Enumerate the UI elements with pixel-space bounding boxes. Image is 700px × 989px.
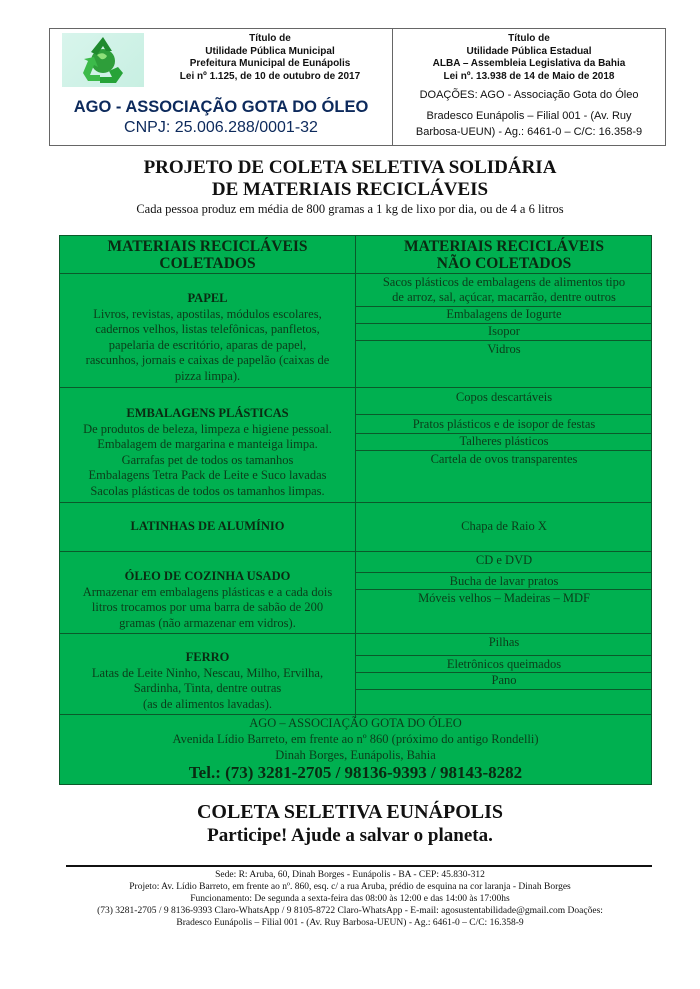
item-line: Garrafas pet de todos os tamanhos — [121, 452, 294, 467]
item-line: Sardinha, Tinta, dentre outras — [133, 681, 282, 695]
row-divider — [60, 633, 355, 634]
row-divider — [356, 589, 651, 590]
item-line: rascunhos, jornais e caixas de papelão (caixas de — [85, 353, 330, 367]
item-line: Sacolas plásticas de todos os tamanhos limpas. — [90, 483, 325, 498]
header-box — [49, 28, 666, 146]
item-line: gramas (não armazenar em vidros). — [119, 615, 296, 630]
header-line: MATERIAIS RECICLÁVEIS — [404, 238, 604, 255]
contact-address: Avenida Lídio Barreto, em frente ao nº 860 (próximo do antigo Rondelli) — [172, 732, 539, 746]
footer-line: (73) 3281-2705 / 9 8136-9393 Claro-WhatsApp / 9 8105-8722 Claro-WhatsApp - E-mail: agosustentabilidade@gmail.com Doações: — [97, 906, 603, 916]
header-line: NÃO COLETADOS — [436, 255, 572, 272]
bank-line: Bradesco Eunápolis – Filial 001 - (Av. Ruy — [426, 110, 632, 122]
not-collected-item: Talheres plásticos — [459, 434, 549, 448]
contact-name: AGO – ASSOCIAÇÃO GOTA DO ÓLEO — [249, 716, 462, 730]
contact-block — [60, 716, 651, 783]
contact-city: Dinah Borges, Eunápolis, Bahia — [275, 748, 436, 762]
slogan-title: COLETA SELETIVA EUNÁPOLIS — [196, 801, 504, 823]
collected-item-ferro — [60, 650, 355, 712]
recycle-globe-icon — [62, 33, 144, 87]
not-collected-item — [356, 275, 652, 305]
not-collected-item: Embalagens de Iogurte — [446, 307, 562, 321]
item-line: papelaria de escritório, aparas de papel, — [108, 337, 307, 352]
law-line: Título de — [249, 33, 291, 44]
law-line: Lei nº. 13.938 de 14 de Maio de 2018 — [443, 70, 615, 82]
header-line: MATERIAIS RECICLÁVEIS — [107, 238, 308, 255]
not-collected-item: CD e DVD — [475, 553, 533, 567]
item-line: litros trocamos por uma barra de sabão de 200 — [91, 600, 324, 614]
row-divider — [356, 633, 651, 634]
not-collected-item: Bucha de lavar pratos — [449, 574, 559, 588]
footer-line: Bradesco Eunápolis – Filial 001 - (Av. Ruy Barbosa-UEUN) - Ag.: 6461-0 – C/C: 16.358-9 — [176, 918, 524, 928]
not-collected-item: Pratos plásticos e de isopor de festas — [412, 417, 596, 431]
item-line: Livros, revistas, apostilas, módulos escolares, — [93, 306, 322, 321]
footer-line: Sede: R: Aruba, 60, Dinah Borges - Eunápolis - BA - CEP: 45.830-312 — [215, 870, 485, 880]
row-divider — [356, 572, 651, 573]
law-line: Lei nº 1.125, de 10 de outubro de 2017 — [179, 70, 361, 82]
not-collected-item: Isopor — [488, 324, 520, 338]
item-line: pizza limpa). — [174, 368, 241, 383]
footer-line: Funcionamento: De segunda a sexta-feira das 08:00 às 12:00 e das 14:00 às 17:00hs — [190, 894, 510, 904]
collected-item-latinhas: LATINHAS DE ALUMÍNIO — [130, 519, 285, 533]
contact-phones: Tel.: (73) 3281-2705 / 98136-9393 / 98143-8282 — [188, 763, 523, 782]
not-collected-item: Cartela de ovos transparentes — [430, 452, 578, 466]
not-collected-item: Pano — [491, 673, 517, 687]
not-collected-item: Copos descartáveis — [455, 390, 553, 404]
association-name: AGO - ASSOCIAÇÃO GOTA DO ÓLEO — [73, 98, 369, 116]
row-divider — [356, 414, 651, 415]
donations-text: DOAÇÕES: AGO - Associação Gota do Óleo — [419, 89, 639, 101]
footer-line: Projeto: Av. Lídio Barreto, em frente ao nº. 860, esq. c/ a rua Aruba, prédio de esquina na cor laranja - Dinah Borges — [129, 882, 571, 892]
category-title: PAPEL — [187, 291, 228, 305]
category-title: EMBALAGENS PLÁSTICAS — [126, 406, 289, 420]
row-divider — [356, 450, 651, 451]
title-line: PROJETO DE COLETA SELETIVA SOLIDÁRIA — [143, 157, 557, 178]
footer-divider — [66, 865, 652, 867]
item-line: cadernos velhos, listas telefônicas, panfletos, — [95, 322, 320, 336]
state-title-text — [393, 33, 665, 83]
item-line: Sacos plásticos de embalagens de alimentos tipo — [382, 275, 626, 289]
law-line: Utilidade Pública Municipal — [205, 45, 335, 57]
bank-line: Barbosa-UEUN) - Ag.: 6461-0 – C/C: 16.358-9 — [415, 126, 643, 138]
row-divider — [60, 502, 651, 503]
title-line: DE MATERIAIS RECICLÁVEIS — [211, 179, 489, 200]
header-collected — [60, 238, 355, 272]
not-collected-item: Chapa de Raio X — [461, 519, 547, 533]
footer — [0, 869, 700, 929]
item-line: de arroz, sal, açúcar, macarrão, dentre outros — [392, 290, 616, 304]
not-collected-item: Móveis velhos – Madeiras – MDF — [418, 591, 590, 605]
not-collected-item: Eletrônicos queimados — [446, 657, 562, 671]
item-line: (as de alimentos lavadas). — [142, 696, 273, 711]
not-collected-item: Vidros — [487, 342, 521, 356]
row-divider — [356, 340, 651, 341]
slogan-subtitle: Participe! Ajude a salvar o planeta. — [207, 825, 493, 846]
category-title: ÓLEO DE COZINHA USADO — [124, 569, 291, 583]
row-divider — [60, 714, 651, 715]
row-divider — [356, 655, 651, 656]
header-left-panel — [50, 29, 393, 145]
row-divider — [60, 273, 651, 274]
row-divider — [356, 689, 651, 690]
law-line: Título de — [508, 33, 550, 44]
row-divider — [60, 387, 355, 388]
law-line: ALBA – Assembleia Legislativa da Bahia — [432, 58, 626, 69]
materials-table — [59, 235, 652, 785]
collected-item-papel — [60, 291, 355, 384]
item-line: Armazenar em embalagens plásticas e a cada dois — [82, 584, 333, 599]
item-line: De produtos de beleza, limpeza e higiene pessoal. — [83, 421, 332, 436]
law-line: Prefeitura Municipal de Eunápolis — [189, 58, 351, 69]
item-line: Embalagens Tetra Pack de Leite e Suco lavadas — [88, 468, 327, 482]
collected-item-embalagens-plasticas — [60, 406, 355, 499]
municipal-title-text — [152, 33, 388, 83]
collected-item-oleo — [60, 569, 355, 631]
header-not-collected — [356, 238, 652, 272]
not-collected-item: Pilhas — [488, 635, 520, 649]
page-subtitle: Cada pessoa produz em média de 800 gramas a 1 kg de lixo por dia, ou de 4 a 6 litros — [136, 202, 564, 216]
header-right-panel — [393, 29, 665, 145]
item-line: Embalagem de margarina e manteiga limpa. — [97, 437, 318, 451]
law-line: Utilidade Pública Estadual — [466, 45, 592, 57]
category-title: FERRO — [185, 650, 230, 664]
header-line: COLETADOS — [159, 255, 256, 272]
bank-info — [393, 108, 665, 140]
row-divider — [60, 551, 651, 552]
row-divider — [356, 387, 651, 388]
page-title — [0, 157, 700, 201]
item-line: Latas de Leite Ninho, Nescau, Milho, Ervilha, — [91, 665, 324, 680]
cnpj-text: CNPJ: 25.006.288/0001-32 — [124, 119, 318, 136]
